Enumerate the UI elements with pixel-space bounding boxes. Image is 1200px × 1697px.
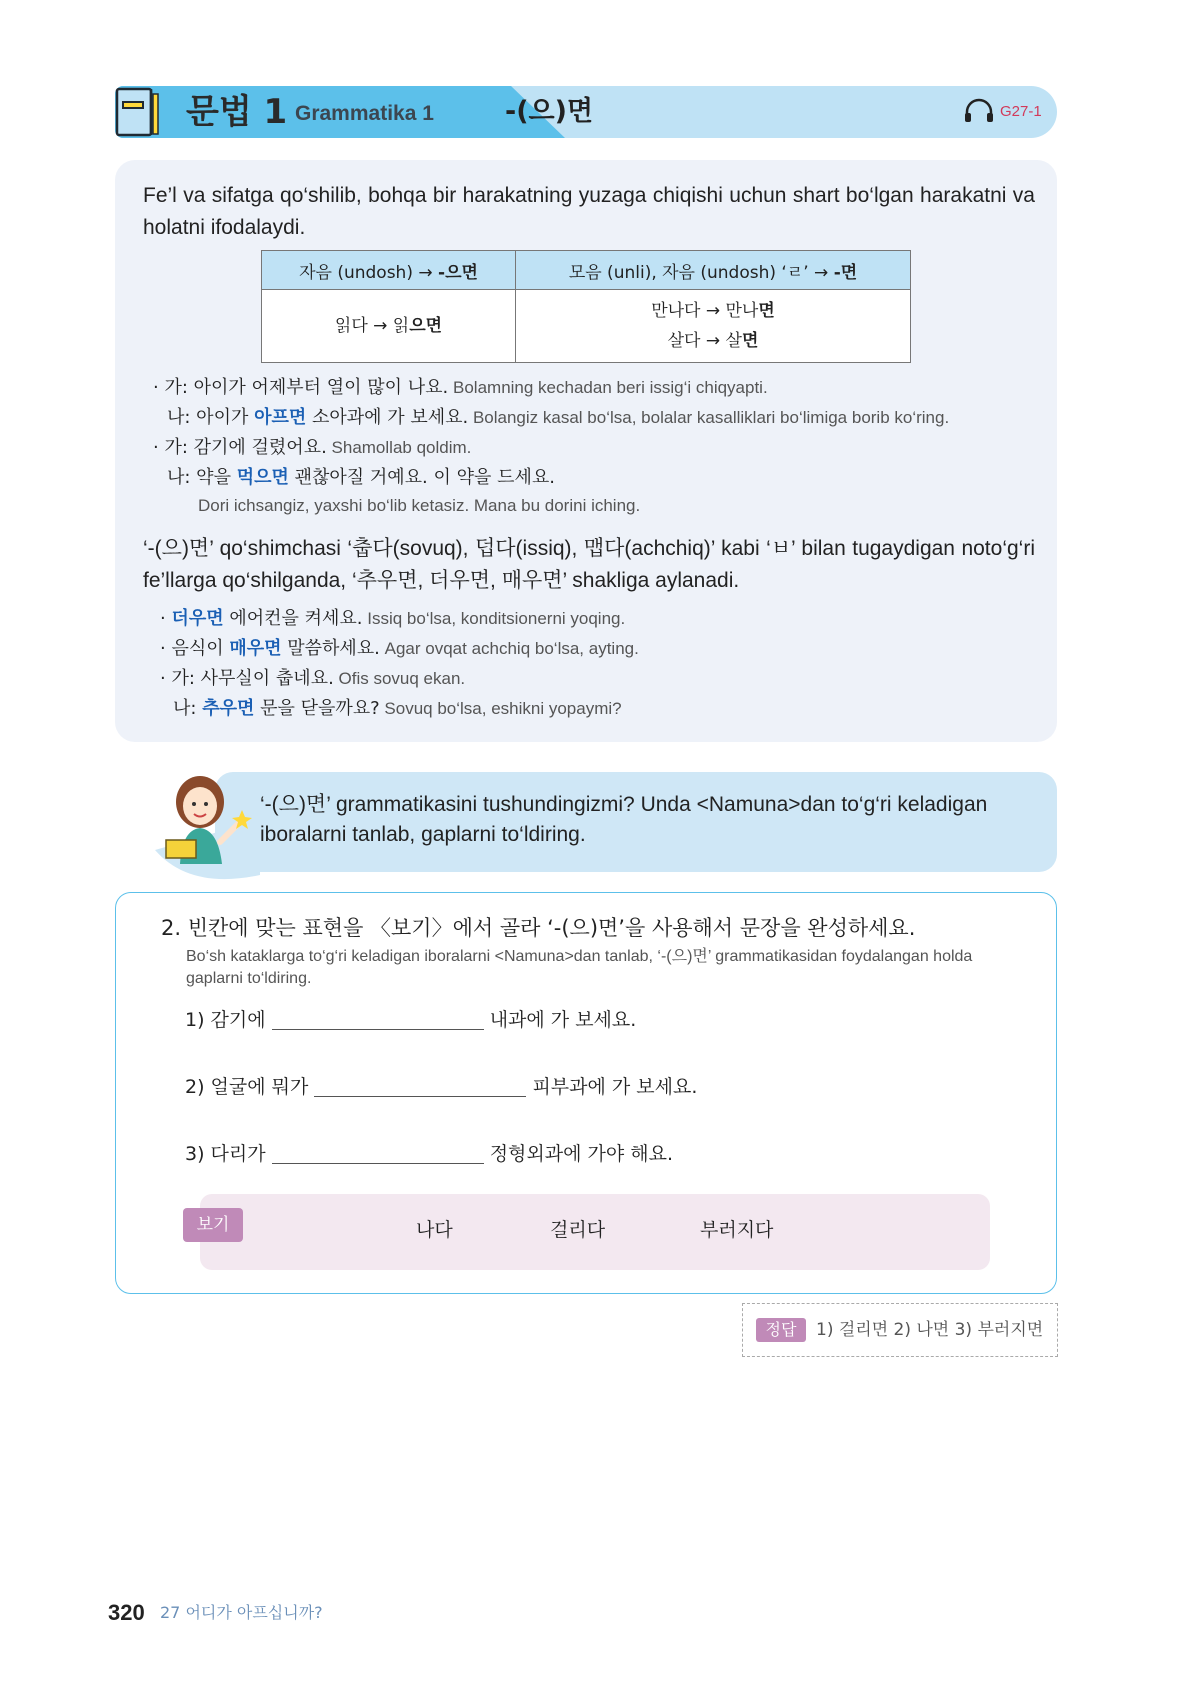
example-line: · 가: 사무실이 춥네요. Ofis sovuq ekan. [160,668,466,689]
example-line: · 더우면 에어컨을 켜세요. Issiq bo‘lsa, konditsionerni yoqing. [160,608,626,629]
word-bank-item: 부러지다 [700,1219,774,1241]
answer-blank-input[interactable] [272,1143,484,1164]
example-line: · 가: 아이가 어제부터 열이 많이 나요. Bolamning kechadan beri issig‘i chiqyapti. [153,377,768,398]
answer-blank-input[interactable] [272,1009,484,1030]
table-cell-vowel-examples: 만나다 → 만나면 살다 → 살면 [516,290,911,363]
exercise-item: 2) 얼굴에 뭐가 피부과에 가 보세요. [185,1076,698,1098]
table-header-consonant: 자음 (undosh) → -으면 [262,251,516,290]
bubble-text: ‘-(으)면’ grammatikasini tushundingizmi? Unda <Namuna>dan to‘g‘ri keladigan iboralarni tanlab, gaplarni to‘ldiring. [260,793,988,846]
irregular-note: ‘-(으)면’ qo‘shimchasi ‘춥다(sovuq), 덥다(issiq), 맵다(achchiq)’ kabi ‘ㅂ’ bilan tugaydigan noto‘g‘ri fe’llarga qo‘shilganda, ‘추우면, 더우면, 매우면’ shakliga aylanadi. [143,537,1035,592]
exercise-instructions: Bo‘sh kataklarga to‘g‘ri keladigan iboralarni <Namuna>dan tanlab, ‘-(으)면’ grammatikasidan foydalangan holda gaplarni to‘ldiring. [186,948,973,987]
exercise-item: 1) 감기에 내과에 가 보세요. [185,1009,637,1031]
word-bank-label: 보기 [183,1208,243,1242]
example-line: · 음식이 매우면 말씀하세요. Agar ovqat achchiq bo‘lsa, ayting. [160,638,639,659]
answer-key-label: 정답 [756,1318,806,1342]
page-number: 320 [108,1600,145,1625]
explanation-intro: Fe’l va sifatga qo‘shilib, bohqa bir harakatning yuzaga chiqishi uchun shart bo‘lgan harakatni va holatni ifodalaydi. [143,184,1035,239]
grammar-pattern: -(으)면 [505,96,594,127]
audio-track-code[interactable]: G27-1 [1000,103,1042,120]
section-title: 문법 1 [186,92,288,132]
example-line: · 가: 감기에 걸렸어요. Shamollab qoldim. [153,437,472,458]
book-icon [115,86,159,138]
table-header-vowel: 모음 (unli), 자음 (undosh) ‘ㄹ’ → -면 [516,251,911,290]
word-bank-item: 나다 [416,1219,453,1241]
example-translation: Dori ichsangiz, yaxshi bo‘lib ketasiz. Mana bu dorini iching. [198,496,641,515]
conjugation-table [261,250,911,363]
answer-blank-input[interactable] [314,1076,526,1097]
teacher-illustration-icon [160,772,255,864]
example-line: 나: 아이가 아프면 소아과에 가 보세요. Bolangiz kasal bo‘lsa, bolalar kasalliklari bo‘limiga borib ko‘ring. [167,407,950,428]
word-bank-item: 걸리다 [550,1219,606,1241]
exercise-title: 2. 빈칸에 맞는 표현을 〈보기〉에서 골라 ‘-(으)면’을 사용해서 문장을 완성하세요. [161,916,916,940]
answer-key-text: 1) 걸리면 2) 나면 3) 부러지면 [816,1320,1044,1340]
example-line: 나: 추우면 문을 닫을까요? Sovuq bo‘lsa, eshikni yopaymi? [173,698,622,719]
chapter-title: 27 어디가 아프십니까? [160,1603,323,1622]
headphones-icon[interactable] [963,98,995,124]
table-cell-consonant-example: 읽다 → 읽으면 [262,290,516,363]
exercise-item: 3) 다리가 정형외과에 가야 해요. [185,1143,674,1165]
section-subtitle: Grammatika 1 [295,102,434,125]
example-line: 나: 약을 먹으면 괜찮아질 거예요. 이 약을 드세요. [167,467,555,488]
